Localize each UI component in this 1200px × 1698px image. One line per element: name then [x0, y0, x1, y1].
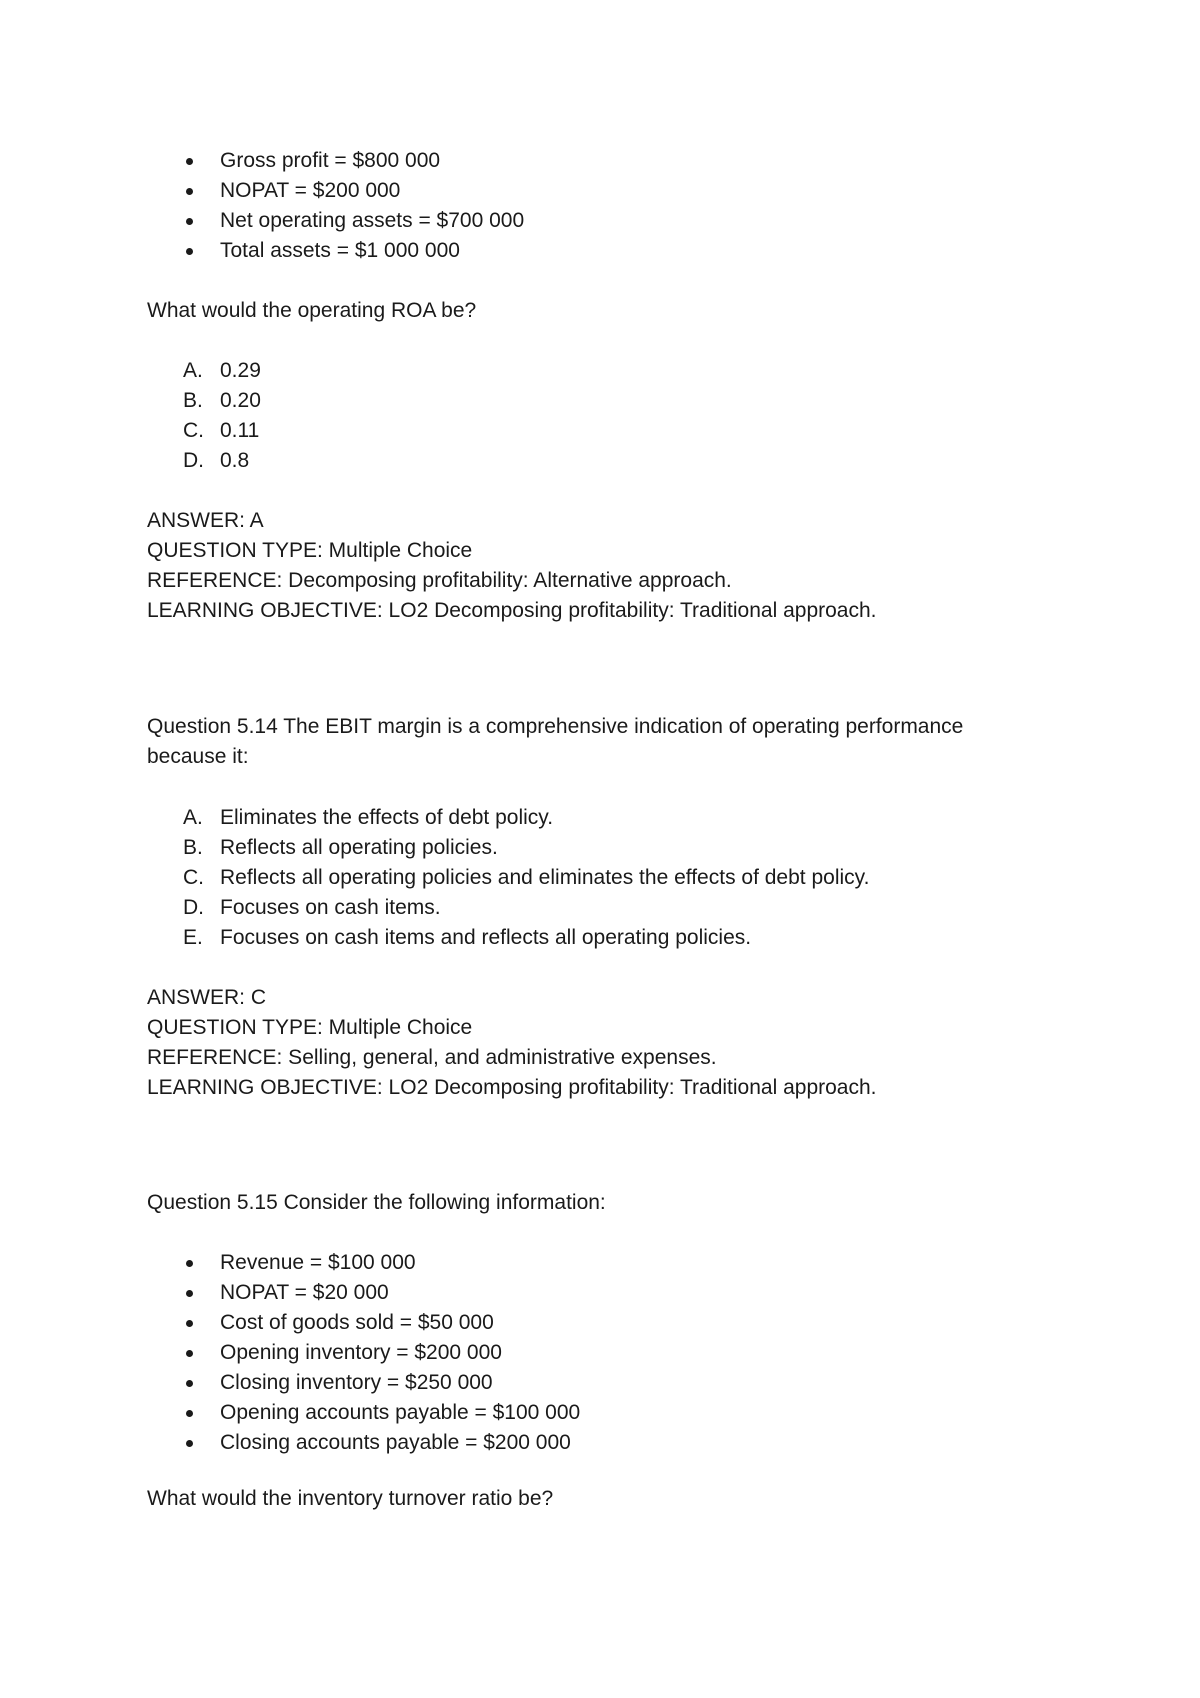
option-item: C. Reflects all operating policies and eliminates the effects of debt policy.: [183, 866, 870, 889]
option-item: B. Reflects all operating policies.: [183, 836, 498, 859]
question-type-line: QUESTION TYPE: Multiple Choice: [147, 539, 473, 562]
bullet-icon: [186, 188, 193, 195]
bullet-icon: [186, 1440, 193, 1447]
list-item: Total assets = $1 000 000: [147, 236, 1050, 266]
list-item: Cost of goods sold = $50 000: [147, 1308, 1050, 1338]
bullet-icon: [186, 1320, 193, 1327]
bullet-icon: [186, 1350, 193, 1357]
list-item: NOPAT = $200 000: [147, 176, 1050, 206]
q5-13-meta: [147, 506, 1050, 626]
option-item: A. 0.29: [183, 359, 261, 382]
reference-line: REFERENCE: Decomposing profitability: Alternative approach.: [147, 569, 732, 592]
bullet-icon: [186, 218, 193, 225]
bullet-icon: [186, 248, 193, 255]
list-item: Closing inventory = $250 000: [147, 1368, 1050, 1398]
option-item: C. 0.11: [183, 419, 260, 442]
answer-line: ANSWER: A: [147, 509, 264, 532]
bullet-icon: [186, 1410, 193, 1417]
question-type-line: QUESTION TYPE: Multiple Choice: [147, 1016, 473, 1039]
bullet-icon: [186, 1380, 193, 1387]
option-item: A. Eliminates the effects of debt policy.: [183, 806, 554, 829]
list-item: Gross profit = $800 000: [147, 146, 1050, 176]
q5-13-prompt: What would the operating ROA be?: [147, 299, 477, 322]
list-item: Revenue = $100 000: [147, 1248, 1050, 1278]
option-item: E. Focuses on cash items and reflects all operating policies.: [183, 926, 752, 949]
learning-objective-line: LEARNING OBJECTIVE: LO2 Decomposing profitability: Traditional approach.: [147, 1076, 877, 1099]
list-item: Opening inventory = $200 000: [147, 1338, 1050, 1368]
answer-line: ANSWER: C: [147, 986, 267, 1009]
option-item: B. 0.20: [183, 389, 261, 412]
reference-line: REFERENCE: Selling, general, and administrative expenses.: [147, 1046, 717, 1069]
option-item: D. Focuses on cash items.: [183, 896, 441, 919]
bullet-icon: [186, 1260, 193, 1267]
q5-13-info-list: [147, 146, 1050, 266]
list-item: Closing accounts payable = $200 000: [147, 1428, 1050, 1458]
option-item: D. 0.8: [183, 449, 250, 472]
learning-objective-line: LEARNING OBJECTIVE: LO2 Decomposing profitability: Traditional approach.: [147, 599, 877, 622]
q5-14-question: Question 5.14 The EBIT margin is a comprehensive indication of operating performance because it:: [147, 715, 964, 768]
q5-15-info-list: [147, 1248, 1050, 1458]
list-item: NOPAT = $20 000: [147, 1278, 1050, 1308]
q5-15-question: Question 5.15 Consider the following information:: [147, 1191, 606, 1214]
q5-14-options: [147, 803, 1050, 953]
bullet-icon: [186, 158, 193, 165]
bullet-icon: [186, 1290, 193, 1297]
q5-15-prompt: What would the inventory turnover ratio be?: [147, 1487, 554, 1510]
list-item: Net operating assets = $700 000: [147, 206, 1050, 236]
q5-14-meta: [147, 983, 1050, 1103]
list-item: Opening accounts payable = $100 000: [147, 1398, 1050, 1428]
q5-13-options: [147, 356, 1050, 476]
